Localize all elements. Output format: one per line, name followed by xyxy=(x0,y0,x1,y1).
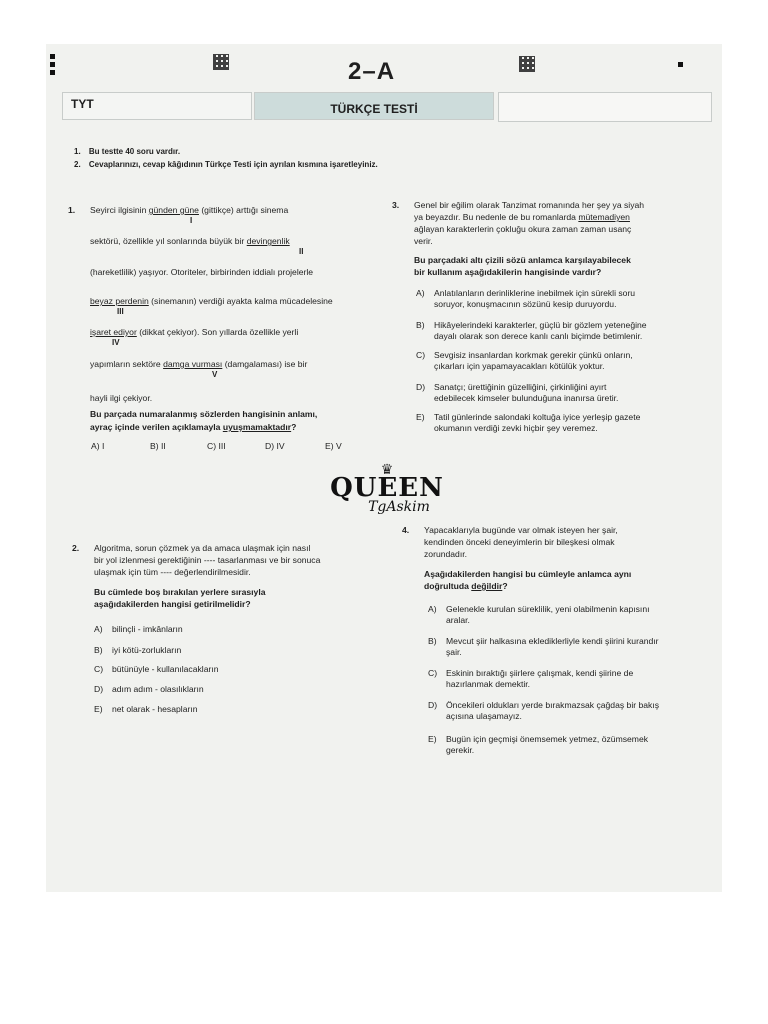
option-text: Bugün için geçmişi önemsemek yetmez, özümsemek xyxy=(446,734,649,744)
question-text: verir. xyxy=(414,236,433,246)
answer-option[interactable] xyxy=(94,704,198,715)
option-letter: E) xyxy=(416,412,425,422)
question-text: kendinden önceki deneyimlerin bir bileşkesi olmak xyxy=(424,537,615,547)
registration-mark-left xyxy=(50,62,55,67)
option-text: Gelenekle kurulan süreklilik, yeni olabilmenin kapısını xyxy=(446,604,650,614)
option-letter: A) xyxy=(416,288,425,298)
question-stem: Bu parçada numaralanmış sözlerden hangisinin anlamı, xyxy=(90,409,318,419)
option-text: açısına ulaşamayız. xyxy=(446,711,522,721)
registration-mark-left xyxy=(50,70,55,75)
question-text: zorundadır. xyxy=(424,549,467,559)
option-text: okumanın verdiği zevki hiçbir şey veremez. xyxy=(434,423,598,433)
queen-logo xyxy=(326,462,448,514)
option-letter: B) xyxy=(416,320,425,330)
question-text: ulaşmak için tüm ---- değerlendirilmesidir. xyxy=(94,567,251,577)
question-stem: ? xyxy=(291,422,297,432)
answer-option[interactable] xyxy=(416,412,704,434)
answer-option[interactable] xyxy=(94,645,182,656)
booklet-code: 2–A xyxy=(348,58,396,85)
answer-option[interactable]: E) V xyxy=(325,441,342,451)
instruction-number: 1. xyxy=(74,147,81,156)
question-text: Genel bir eğilim olarak Tanzimat romanında her şey ya siyah xyxy=(414,200,645,210)
underlined-phrase: mütemadiyen xyxy=(578,212,630,222)
question-stem: aşağıdakilerden hangisi getirilmelidir? xyxy=(94,599,251,609)
option-text: Öncekileri oldukları yerde bırakmazsak çağdaş bir bakış xyxy=(446,700,660,710)
option-text: bütünüyle - kullanılacakların xyxy=(112,664,219,674)
instruction-text: Bu testte 40 soru vardır. xyxy=(88,147,181,156)
answer-option[interactable] xyxy=(428,636,712,658)
option-text: Hikâyelerindeki karakterler, güçlü bir gözlem yeteneğine xyxy=(434,320,647,330)
option-letter: A) xyxy=(428,604,437,614)
question-text: ya beyazdır. Bu nedenle de bu romanlarda xyxy=(414,212,579,222)
question-stem: Bu cümlede boş bırakılan yerlere sırasıyla xyxy=(94,587,266,597)
answer-option[interactable]: C) III xyxy=(207,441,226,451)
answer-option[interactable]: B) II xyxy=(150,441,166,451)
option-letter: E) xyxy=(428,734,437,744)
option-letter: B) xyxy=(94,645,103,655)
logo-text: QUEEN xyxy=(330,473,444,503)
underlined-phrase: işaret ediyor xyxy=(90,327,137,337)
option-text: çıkarları için yapamayacakları kötülük yoktur. xyxy=(434,361,605,371)
option-text: Sanatçı; ürettiğinin güzelliğini, çirkinliğini ayırt xyxy=(434,382,607,392)
question-number: 3. xyxy=(392,200,400,210)
answer-option[interactable] xyxy=(416,382,704,404)
option-text: iyi kötü-zorlukların xyxy=(112,645,182,655)
instruction-item xyxy=(74,147,180,156)
option-letter: C) xyxy=(416,350,426,360)
instruction-item xyxy=(74,160,378,169)
question-number: 4. xyxy=(402,525,410,535)
answer-option[interactable] xyxy=(428,668,712,690)
option-letter: A) xyxy=(94,624,103,634)
subject-title: TÜRKÇE TESTİ xyxy=(254,92,494,120)
underlined-phrase: beyaz perdenin xyxy=(90,296,149,306)
exam-name: TYT xyxy=(62,92,252,120)
question-stem: Aşağıdakilerden hangisi bu cümleyle anlamca aynı xyxy=(424,569,632,579)
answer-option[interactable] xyxy=(94,684,204,695)
instruction-number: 2. xyxy=(74,160,81,169)
roman-numeral: II xyxy=(299,247,304,256)
underlined-phrase: uyuşmamaktadır xyxy=(222,422,292,432)
option-text: Anlatılanların derinliklerine inebilmek için sürekli soru xyxy=(434,288,636,298)
question-text: sektörü, özellikle yıl sonlarında büyük bir xyxy=(90,236,247,246)
question-text: (damgalaması) ise bir xyxy=(222,359,308,369)
question-stem: bir kullanım aşağıdakilerin hangisinde vardır? xyxy=(414,267,602,277)
option-letter: C) xyxy=(428,668,438,678)
question-text: (sinemanın) verdiği ayakta kalma mücadelesine xyxy=(148,296,333,306)
option-text: Mevcut şiir halkasına eklediklerliyle kendi şiirini kurandır xyxy=(446,636,659,646)
option-letter: D) xyxy=(416,382,426,392)
option-text: adım adım - olasılıkların xyxy=(112,684,204,694)
question-text: ağlayan karakterlerin çokluğu okura zaman zaman usanç xyxy=(414,224,632,234)
answer-option[interactable] xyxy=(416,350,704,372)
underlined-phrase: devingenlik xyxy=(246,236,290,246)
option-letter: B) xyxy=(428,636,437,646)
underlined-phrase: damga vurması xyxy=(163,359,223,369)
option-text: dayalı olarak son derece kanlı canlı biçimde betimlenir. xyxy=(434,331,643,341)
question-text: Algoritma, sorun çözmek ya da amaca ulaşmak için nasıl xyxy=(94,543,311,553)
question-text: (gittikçe) arttığı sinema xyxy=(198,205,289,215)
underlined-phrase: değildir xyxy=(471,581,503,591)
option-letter: E) xyxy=(94,704,103,714)
question-text: Yapacaklarıyla bugünde var olmak isteyen her şair, xyxy=(424,525,618,535)
roman-numeral: V xyxy=(212,370,218,379)
answer-option[interactable] xyxy=(428,604,712,626)
question-stem: ayraç içinde verilen açıklamayla xyxy=(90,422,223,432)
registration-mark-left xyxy=(50,54,55,59)
question-number: 2. xyxy=(72,543,80,553)
logo-subtext: TgAskim xyxy=(368,499,430,515)
question-text: (dikkat çekiyor). Son yıllarda özellikle yerli xyxy=(136,327,299,337)
answer-option[interactable] xyxy=(94,624,183,635)
option-letter: D) xyxy=(428,700,438,710)
option-letter: C) xyxy=(94,664,104,674)
option-text: net olarak - hesapların xyxy=(112,704,198,714)
answer-option[interactable] xyxy=(428,734,712,756)
question-text: (hareketlilik) yaşıyor. Otoriteler, birbirinden iddialı projelerle xyxy=(90,267,314,277)
qr-code-icon xyxy=(519,56,535,72)
roman-numeral: III xyxy=(117,307,124,316)
option-text: gerekir. xyxy=(446,745,475,755)
option-text: şair. xyxy=(446,647,462,657)
question-text: bir yol izlenmesi gerektiğinin ---- tasarlanması ve bir sonuca xyxy=(94,555,321,565)
question-stem: ? xyxy=(502,581,508,591)
roman-numeral: IV xyxy=(112,338,120,347)
roman-numeral: I xyxy=(190,216,193,225)
option-text: bilinçli - imkânların xyxy=(112,624,183,634)
qr-code-icon xyxy=(213,54,229,70)
answer-option[interactable]: A) I xyxy=(91,441,105,451)
option-letter: D) xyxy=(94,684,104,694)
answer-option[interactable] xyxy=(428,700,712,722)
option-text: hazırlanmak demektir. xyxy=(446,679,531,689)
option-text: edebilecek kimseler bulunduğuna inanırsa üretir. xyxy=(434,393,619,403)
question-text: Seyirci ilgisinin xyxy=(90,205,149,215)
option-text: soruyor, konuşmacının sözünü kesip duruyordu. xyxy=(434,299,617,309)
registration-mark-right xyxy=(678,62,683,67)
option-text: Tatil günlerinde salondaki koltuğa iyice yerleşip gazete xyxy=(434,412,641,422)
answer-option[interactable] xyxy=(94,664,219,675)
question-number: 1. xyxy=(68,205,76,215)
option-text: Eskinin bıraktığı şiirlere çalışmak, kendi şiirine de xyxy=(446,668,634,678)
question-stem: doğrultuda xyxy=(424,581,472,591)
answer-option[interactable] xyxy=(416,320,704,342)
answer-option[interactable]: D) IV xyxy=(265,441,285,451)
answer-option[interactable] xyxy=(416,288,704,310)
underlined-phrase: günden güne xyxy=(148,205,199,215)
header-blank-cell xyxy=(498,92,712,122)
question-text: yapımların sektöre xyxy=(90,359,164,369)
question-stem: Bu parçadaki altı çizili sözü anlamca karşılayabilecek xyxy=(414,255,631,265)
crown-icon: ♛ xyxy=(380,461,394,477)
option-text: aralar. xyxy=(446,615,470,625)
option-text: Sevgisiz insanlardan korkmak gerekir çünkü onların, xyxy=(434,350,633,360)
question-text: hayli ilgi çekiyor. xyxy=(90,393,153,403)
instruction-text: Cevaplarınızı, cevap kâğıdının Türkçe Testi için ayrılan kısmına işaretleyiniz. xyxy=(88,160,378,169)
